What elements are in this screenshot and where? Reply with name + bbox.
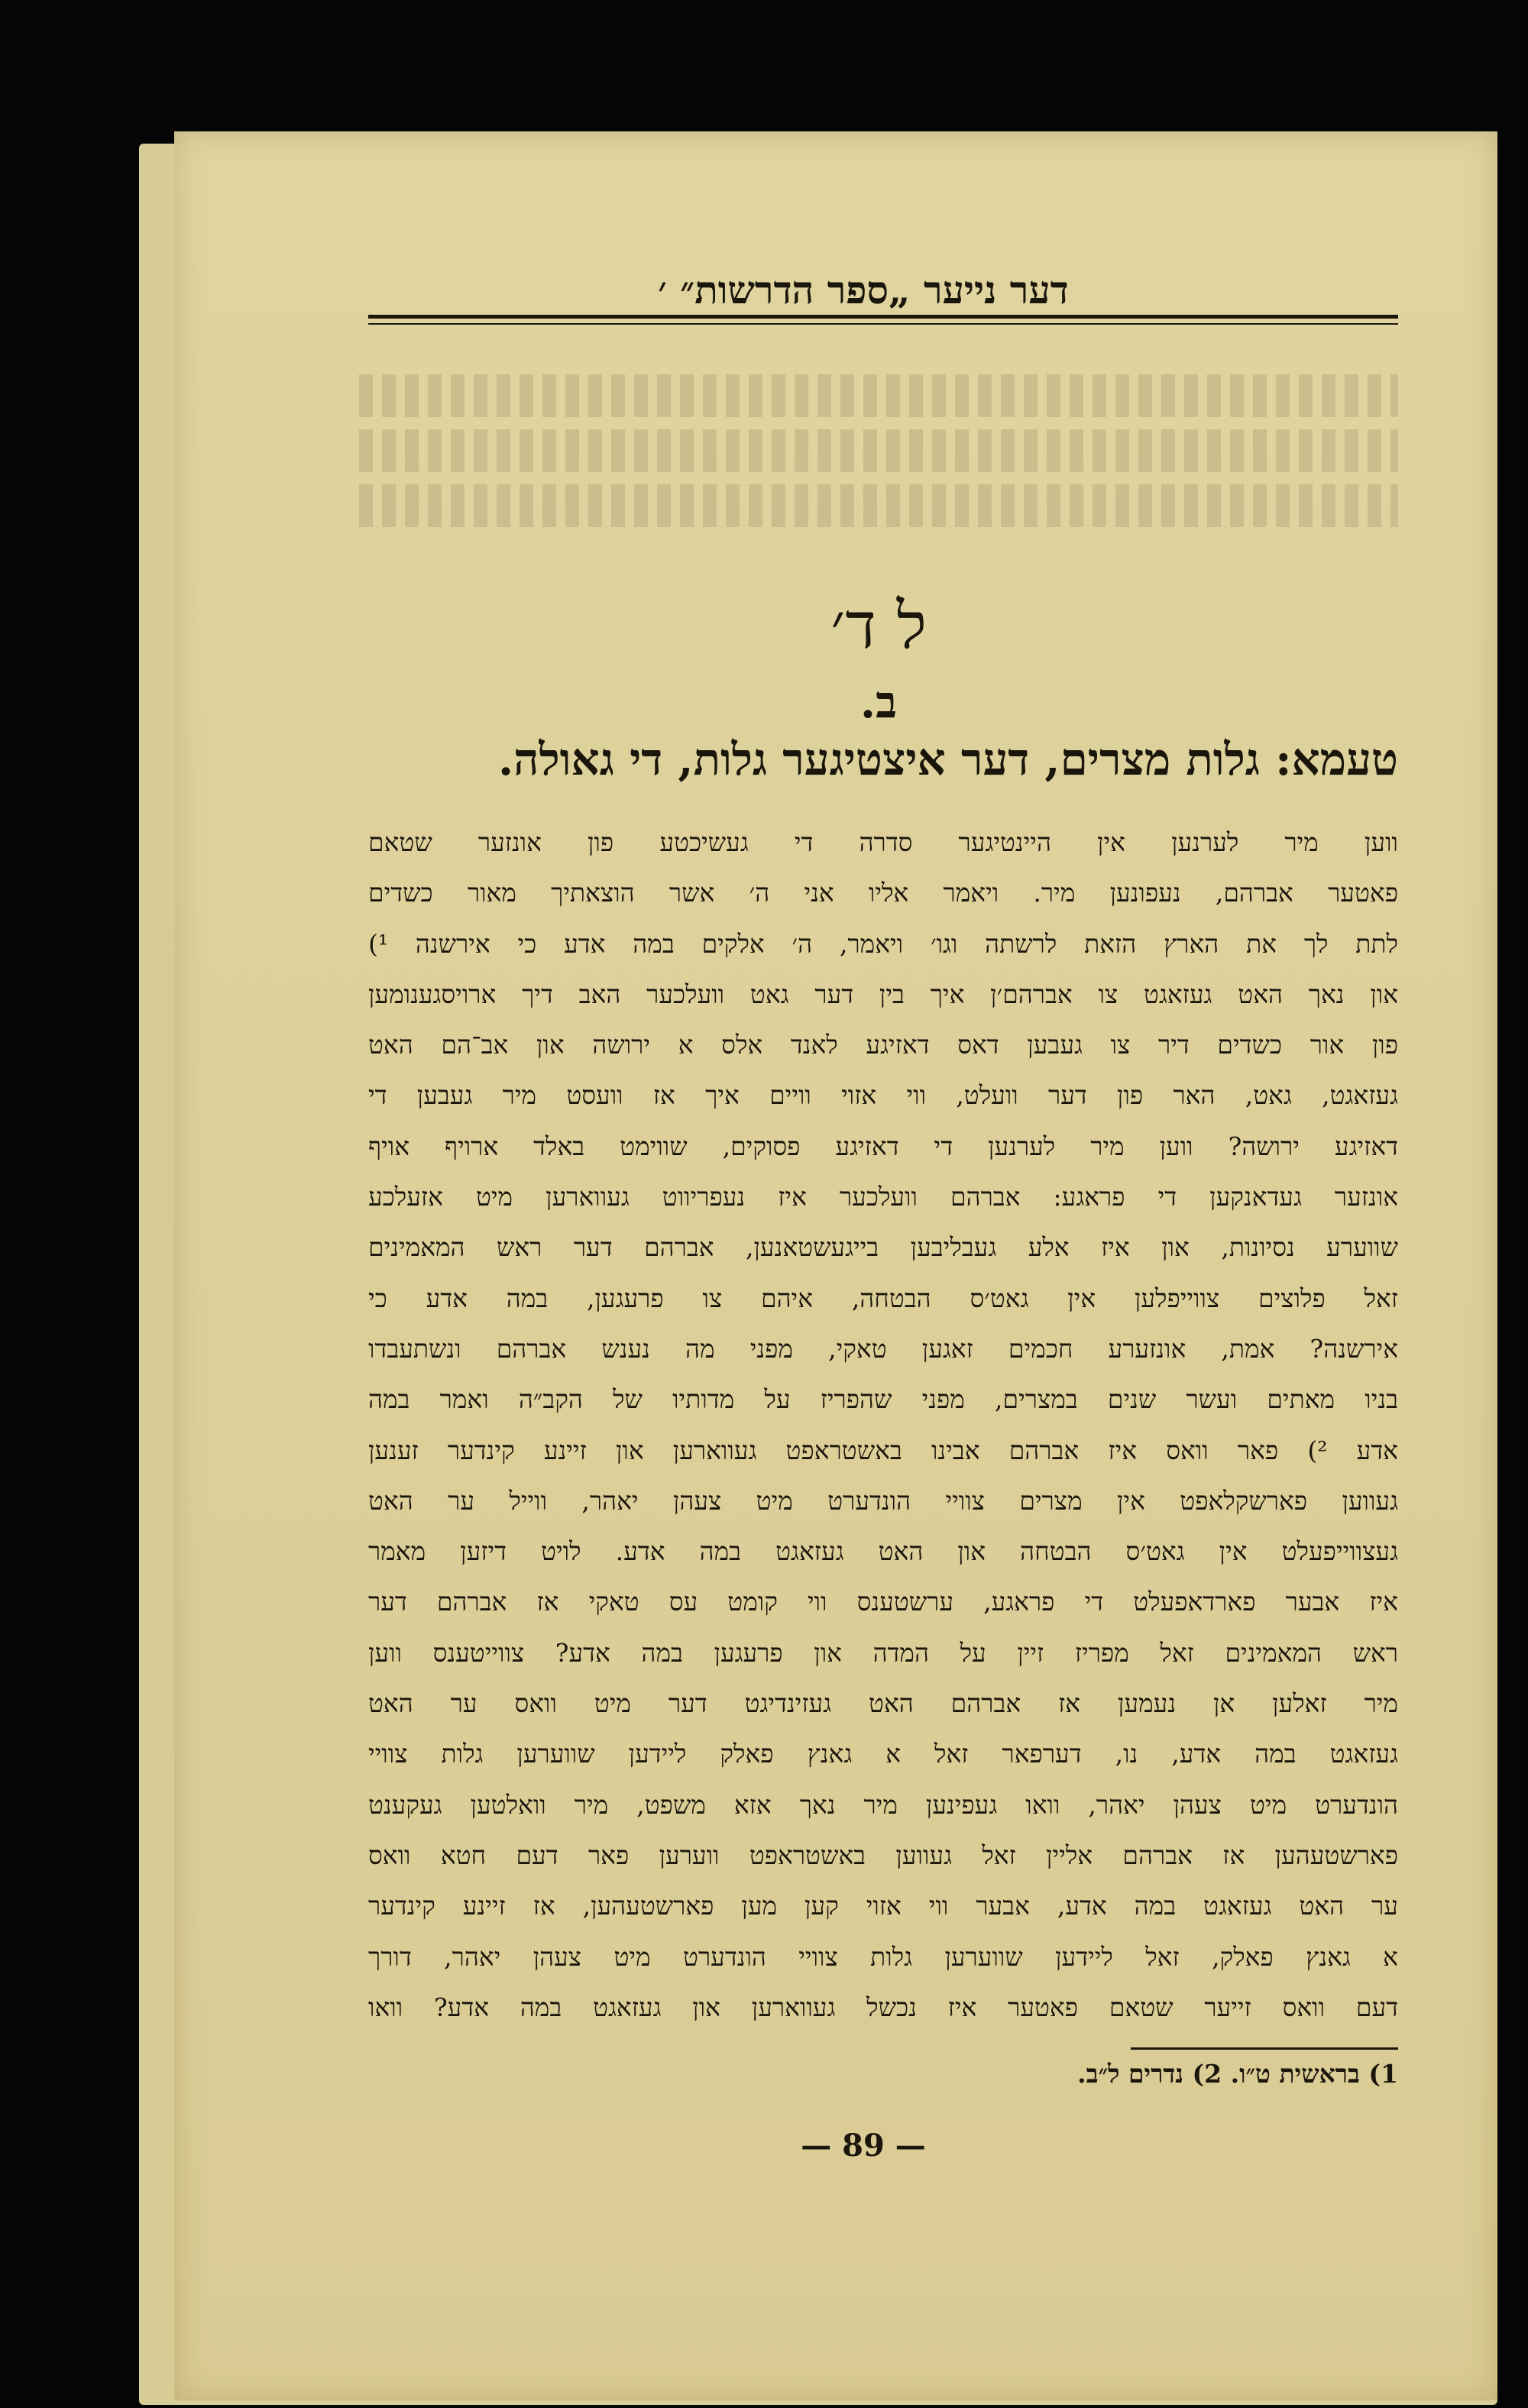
body-line: זאל פלוצים צווייפלען אין גאט׳ס הבטחה, איהם צו פרעגען, במה אדע כי — [368, 1283, 1398, 1313]
chapter-number: ל ד׳ — [830, 588, 927, 663]
body-line: ווען מיר לערנען אין היינטיגער סדרה די געשיכטע פון אונזער שטאם — [368, 827, 1398, 857]
body-line: מיר זאלען אן נעמען אז אברהם האט געזינדיגט דער מיט וואס ער האט — [368, 1688, 1398, 1719]
body-line: געצווייפעלט אין גאט׳ס הבטחה און האט געזאגט במה אדע. לויט דיזען מאמר — [368, 1536, 1398, 1567]
body-line: געווען פארשקלאפט אין מצרים צוויי הונדערט מיט צעהן יאהר, ווייל ער האט — [368, 1485, 1398, 1516]
body-line: אדע ²) פאר וואס איז אברהם אבינו באשטראפט געווארען און זיינע קינדער זענען — [368, 1435, 1398, 1465]
body-line: און נאך האט געזאגט צו אברהם׳ן איך בין דער גאט וועלכער האב דיך ארויסגענומען — [368, 979, 1398, 1009]
body-line: געזאגט, גאט, האר פון דער וועלט, ווי אזוי וויים איך אז וועסט מיר געבען די — [368, 1080, 1398, 1111]
body-line: ראש המאמינים זאל מפריז זיין על המדה און פרעגען במה אדע? צווייטענס ווען — [368, 1637, 1398, 1668]
body-line: שווערע נסיונות, און איז אלע געבליבען בייגעשטאנען, אברהם דער ראש המאמינים — [368, 1232, 1398, 1263]
body-line: בניו מאתים ועשר שנים במצרים, מפני שהפריז על מדותיו של הקב״ה ואמר במה — [368, 1384, 1398, 1415]
header-rule-thin — [368, 323, 1398, 325]
page-number: — 89 — — [801, 2128, 926, 2164]
body-line: לתת לך את הארץ הזאת לרשתה וגו׳ ויאמר, ה׳ אלקים במה אדע כי אירשנה ¹) — [368, 928, 1398, 959]
running-head: דער נייער „ספר הדרשות״ ׳ — [658, 267, 1069, 312]
body-line: דעם וואס זייער שטאם פאטער איז נכשל געווארען און געזאגט במה אדע? וואו — [368, 1992, 1398, 2022]
body-line: אירשנה? אמת, אונזערע חכמים זאגען טאקי, מפני מה נענש אברהם ונשתעבדו — [368, 1333, 1398, 1364]
footnote-rule — [1131, 2047, 1398, 2050]
body-line: דאזיגע ירושה? ווען מיר לערנען די דאזיגע פסוקים, שווימט באלד ארויף אויף — [368, 1131, 1398, 1161]
footnote: 1) בראשית ט״ו. 2) נדרים ל״ב. — [1077, 2059, 1398, 2089]
body-line: פארשטעהען אז אברהם אליין זאל געווען באשטראפט ווערען פאר דעם חטא וואס — [368, 1840, 1398, 1870]
section-letter: ב. — [860, 676, 898, 728]
body-line: געזאגט במה אדע, נו, דערפאר זאל א גאנץ פאלק ליידען שווערען גלות צוויי — [368, 1739, 1398, 1769]
body-line: איז אבער פארדאפעלט די פראגע, ערשטענס ווי קומט עס טאקי אז אברהם דער — [368, 1587, 1398, 1617]
body-line: א גאנץ פאלק, זאל ליידען שווערען גלות צוויי הונדערט מיט צעהן יאהר, דורך — [368, 1941, 1398, 1972]
body-text — [368, 817, 1398, 2033]
body-line: פאטער אברהם, נעפונען מיר. ויאמר אליו אני ה׳ אשר הוצאתיך מאור כשדים — [368, 878, 1398, 908]
body-line: ער האט געזאגט במה אדע, אבער ווי אזוי קען מען פארשטעהען, אז זיינע קינדער — [368, 1891, 1398, 1921]
body-line: פון אור כשדים דיר צו געבען דאס דאזיגע לאנד אלס א ירושה און אב־הם האט — [368, 1030, 1398, 1060]
body-line: הונדערט מיט צעהן יאהר, וואו געפינען מיר נאך אזא משפט, מיר וואלטען געקענט — [368, 1789, 1398, 1820]
header-rule-thick — [368, 315, 1398, 319]
body-line: אונזער געדאנקען די פראגע: אברהם וועלכער איז נעפריווט געווארען מיט אזעלכע — [368, 1182, 1398, 1212]
section-heading: טעמא: גלות מצרים, דער איצטיגער גלות, די גאולה. — [497, 733, 1398, 785]
